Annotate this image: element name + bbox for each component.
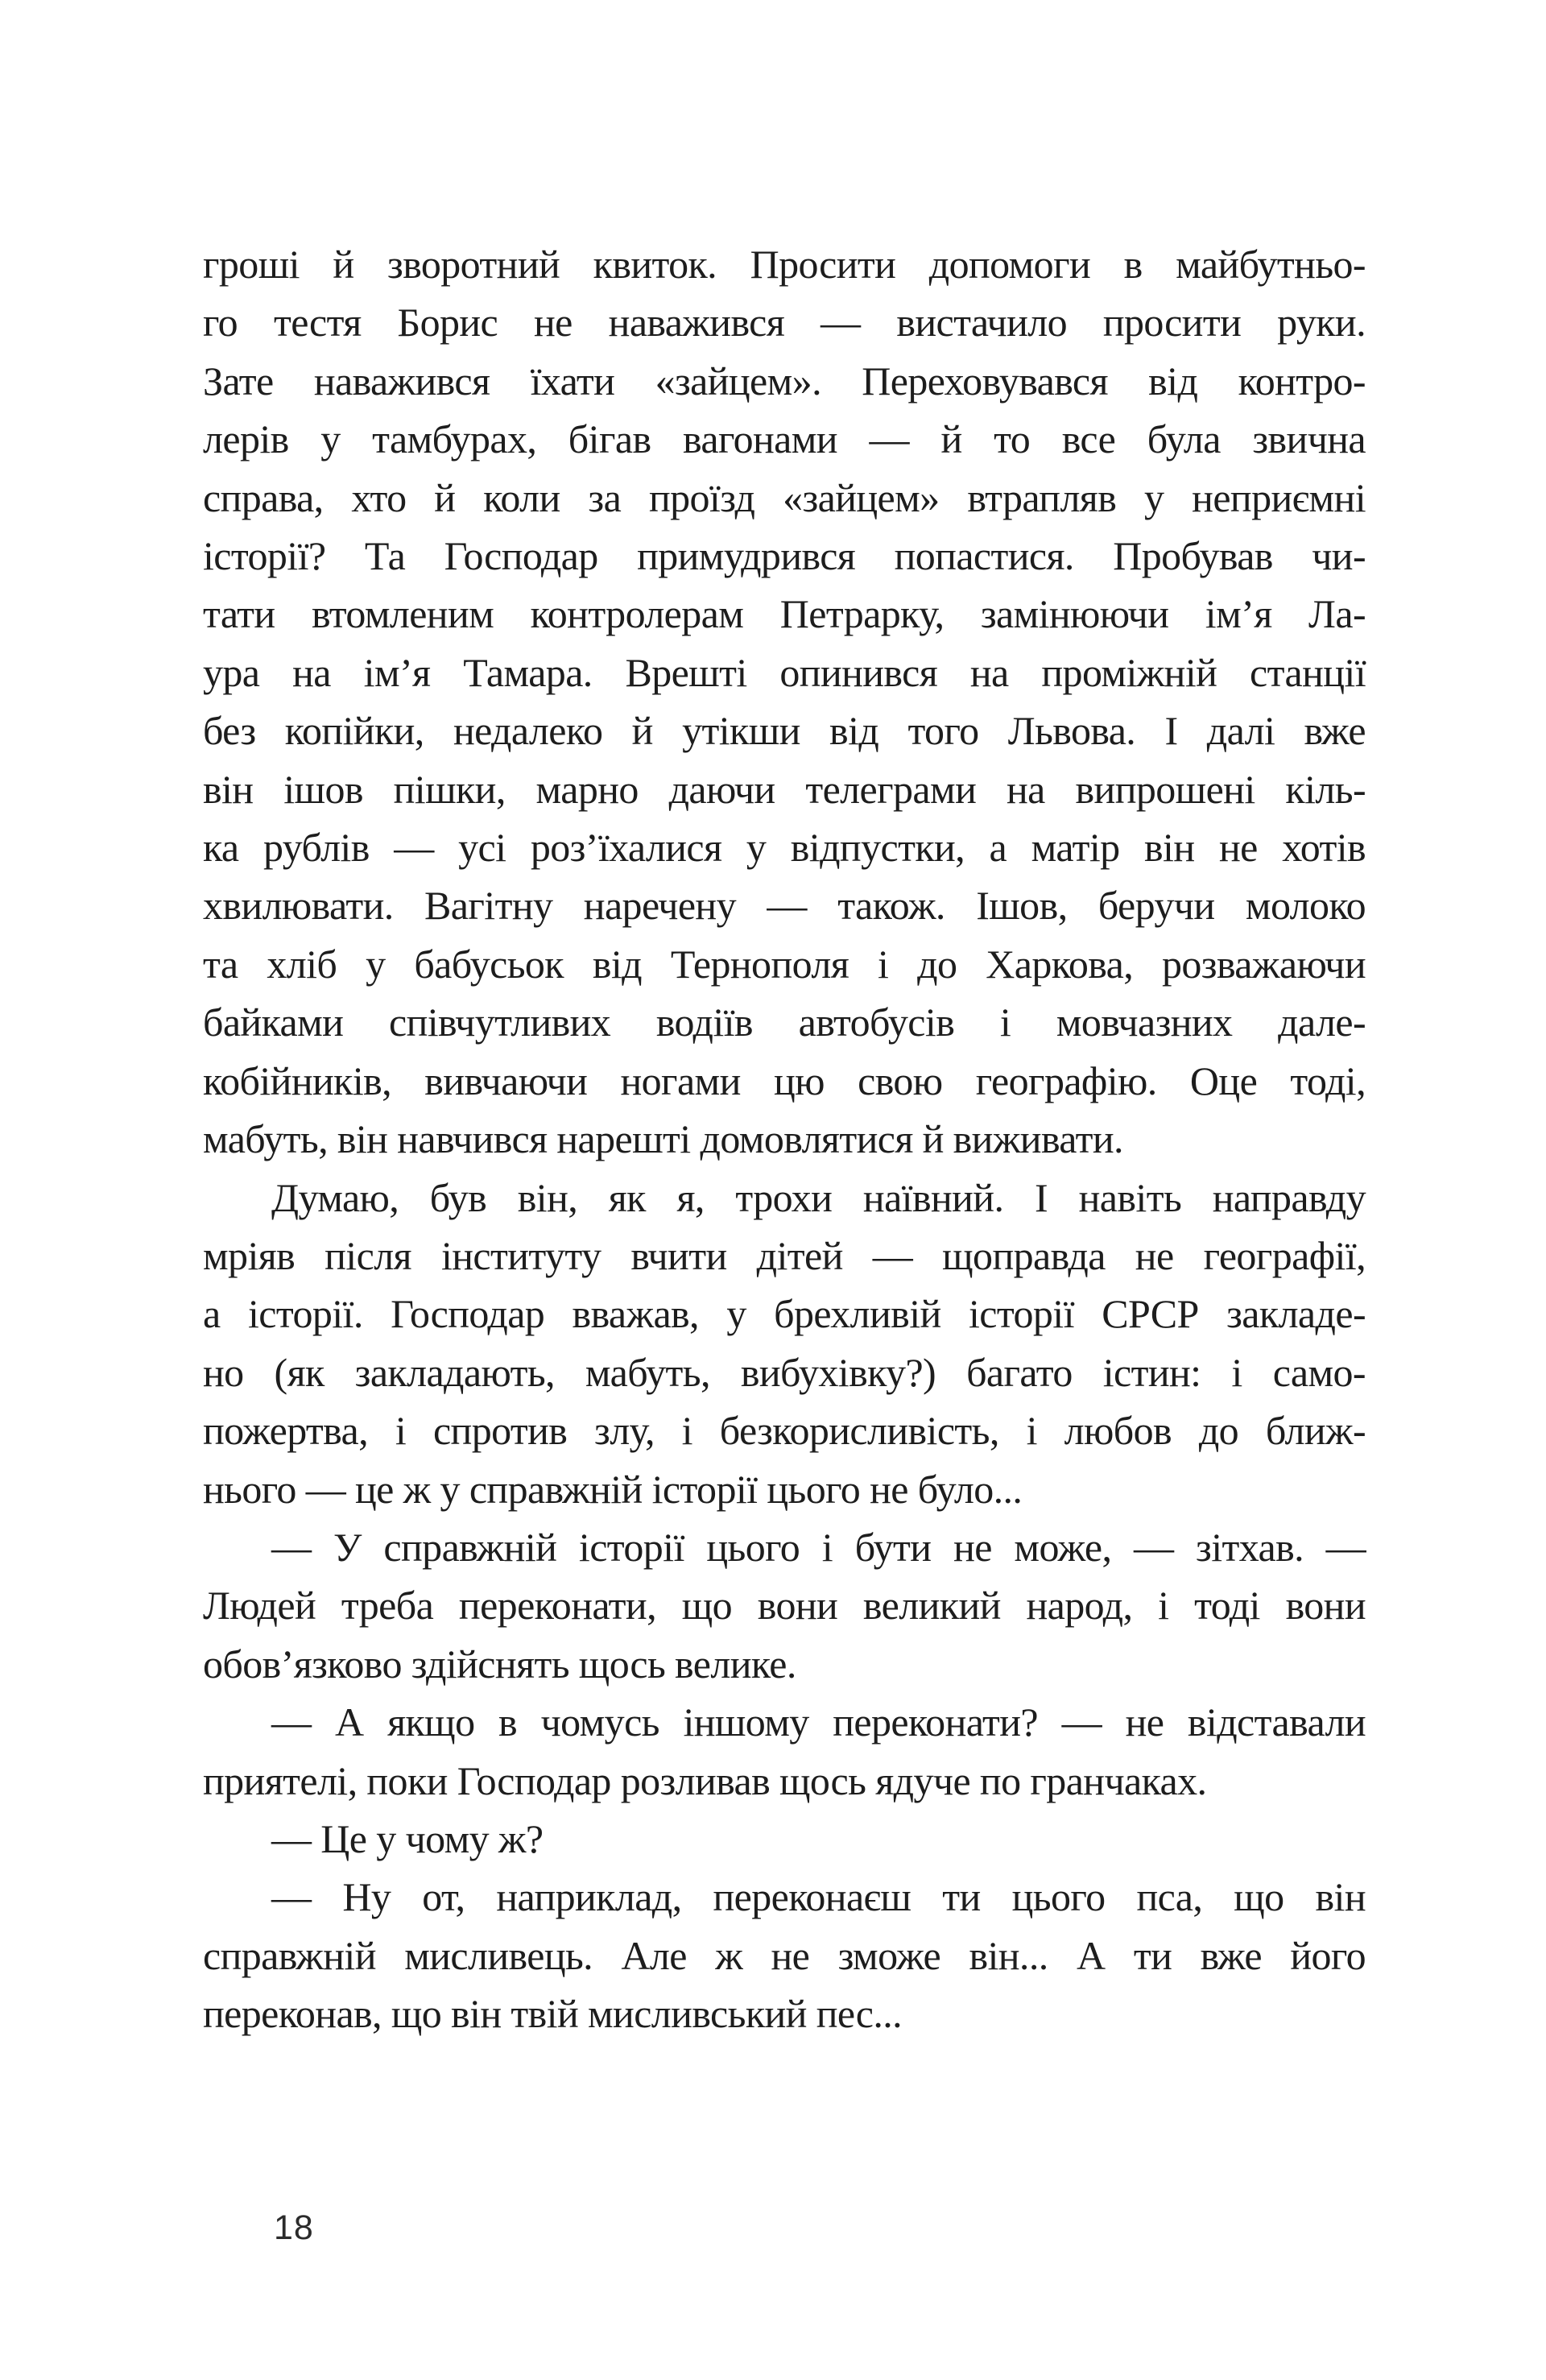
text-line: а історії. Господар вважав, у брехливій історії СРСР закладе- xyxy=(203,1291,1366,1337)
text-line: Зате наважився їхати «зайцем». Переховувався від контро- xyxy=(203,358,1366,404)
text-line: він ішов пішки, марно даючи телеграми на випрошені кіль- xyxy=(203,766,1366,812)
page-number: 18 xyxy=(274,2208,314,2247)
text-line: но (як закладають, мабуть, вибухівку?) багато істин: і само- xyxy=(203,1349,1366,1395)
text-line: мріяв після інституту вчити дітей — щоправда не географії, xyxy=(203,1232,1366,1278)
text-line: приятелі, поки Господар розливав щось ядуче по гранчаках. xyxy=(203,1757,1207,1803)
text-line: пожертва, і спротив злу, і безкорисливість, і любов до ближ- xyxy=(203,1408,1366,1454)
text-line: хвилювати. Вагітну наречену — також. Ішов, беручи молоко xyxy=(203,883,1366,929)
text-line: — Ну от, наприклад, переконаєш ти цього пса, що він xyxy=(271,1874,1366,1920)
text-line: ка рублів — усі роз’їхалися у відпустки, а матір він не хотів xyxy=(203,825,1366,871)
text-line: нього — це ж у справжній історії цього не було... xyxy=(203,1466,1023,1512)
text-line: — Це у чому ж? xyxy=(271,1815,544,1861)
text-line: справжній мисливець. Але ж не зможе він... А ти вже його xyxy=(203,1932,1366,1978)
text-line: обов’язково здійснять щось велике. xyxy=(203,1641,796,1687)
text-line: мабуть, він навчився нарешті домовлятися й виживати. xyxy=(203,1116,1123,1162)
text-line: — У справжній історії цього і бути не може, — зітхав. — xyxy=(271,1524,1366,1570)
text-line: Думаю, був він, як я, трохи наївний. І навіть направду xyxy=(271,1174,1366,1220)
text-line: та хліб у бабусьок від Тернополя і до Харкова, розважаючи xyxy=(203,941,1366,987)
text-line: тати втомленим контролерам Петрарку, замінюючи ім’я Ла- xyxy=(203,591,1366,637)
text-line: го тестя Борис не наважився — вистачило просити руки. xyxy=(203,300,1366,346)
text-line: кобійників, вивчаючи ногами цю свою географію. Оце тоді, xyxy=(203,1058,1366,1103)
text-line: байками співчутливих водіїв автобусів і мовчазних дале- xyxy=(203,1000,1366,1045)
page-text-block xyxy=(203,235,1366,2043)
text-line: справа, хто й коли за проїзд «зайцем» втрапляв у неприємні xyxy=(203,474,1366,520)
text-line: без копійки, недалеко й утікши від того Львова. І далі вже xyxy=(203,708,1366,754)
text-line: переконав, що він твій мисливський пес... xyxy=(203,1991,903,2037)
text-line: Людей треба переконати, що вони великий народ, і тоді вони xyxy=(203,1583,1366,1629)
text-line: гроші й зворотний квиток. Просити допомоги в майбутньо- xyxy=(203,242,1366,287)
text-line: ура на ім’я Тамара. Врешті опинився на проміжній станції xyxy=(203,649,1366,695)
text-line: лерів у тамбурах, бігав вагонами — й то все була звична xyxy=(203,416,1366,462)
text-line: історії? Та Господар примудрився попастися. Пробував чи- xyxy=(203,533,1366,579)
text-line: — А якщо в чомусь іншому переконати? — не відставали xyxy=(271,1699,1366,1745)
